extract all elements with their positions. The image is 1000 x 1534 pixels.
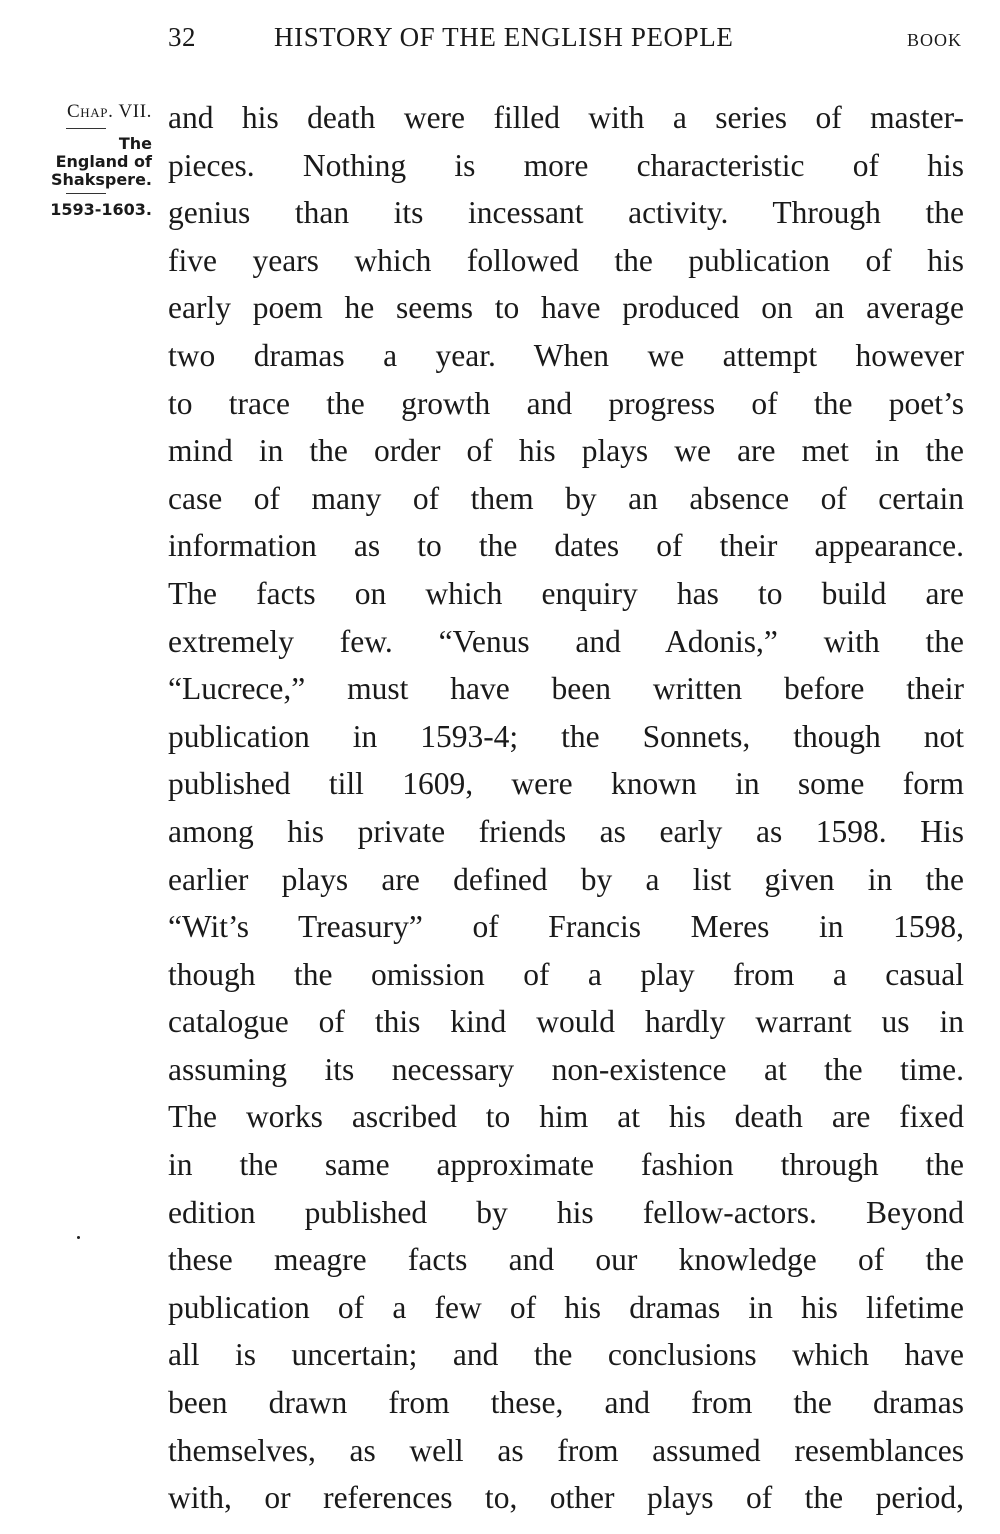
text-line: published till 1609, were known in some form bbox=[168, 766, 964, 802]
margin-rule bbox=[66, 128, 106, 129]
text-line: “Lucrece,” must have been written before their bbox=[168, 671, 964, 707]
margin-notes bbox=[14, 100, 154, 220]
text-line: catalogue of this kind would hardly warrant us in bbox=[168, 1004, 964, 1040]
running-book-label: BOOK bbox=[906, 30, 962, 50]
text-line: early poem he seems to have produced on an average bbox=[168, 290, 964, 326]
text-line: case of many of them by an absence of certain bbox=[168, 480, 964, 516]
text-line: five years which followed the publication of his bbox=[168, 242, 964, 278]
text-line: these meagre facts and our knowledge of the bbox=[168, 1242, 964, 1278]
body-text bbox=[168, 94, 964, 1522]
text-line: and his death were filled with a series of master- bbox=[168, 100, 964, 135]
text-line: publication in 1593-4; the Sonnets, though not bbox=[168, 718, 964, 754]
text-line: information as to the dates of their appearance. bbox=[168, 528, 964, 564]
text-line: genius than its incessant activity. Through the bbox=[168, 195, 964, 231]
text-line: publication of a few of his dramas in his lifetime bbox=[168, 1289, 964, 1325]
text-line: The works ascribed to him at his death are fixed bbox=[168, 1099, 964, 1135]
text-line: assuming its necessary non-existence at the time. bbox=[168, 1051, 964, 1087]
running-head bbox=[168, 22, 964, 62]
text-line: earlier plays are defined by a list given in the bbox=[168, 861, 964, 897]
text-line: though the omission of a play from a casual bbox=[168, 956, 964, 992]
text-line: pieces. Nothing is more characteristic of his bbox=[168, 147, 964, 183]
text-line: in the same approximate fashion through the bbox=[168, 1147, 964, 1183]
text-line: two dramas a year. When we attempt however bbox=[168, 337, 964, 373]
text-line: all is uncertain; and the conclusions which have bbox=[168, 1337, 964, 1373]
section-sidenote: The England of Shakspere. bbox=[51, 134, 152, 189]
running-title: HISTORY OF THE ENGLISH PEOPLE bbox=[274, 22, 734, 52]
ink-speck bbox=[77, 1236, 80, 1239]
text-line: edition published by his fellow-actors. Beyond bbox=[168, 1194, 964, 1230]
margin-rule bbox=[66, 193, 106, 194]
text-line: among his private friends as early as 1598. His bbox=[168, 813, 964, 849]
text-line: extremely few. “Venus and Adonis,” with the bbox=[168, 623, 964, 659]
text-line: been drawn from these, and from the dramas bbox=[168, 1385, 964, 1421]
text-line: with, or references to, other plays of the period, bbox=[168, 1480, 964, 1516]
text-line: “Wit’s Treasury” of Francis Meres in 1598, bbox=[168, 909, 964, 945]
page-number: 32 bbox=[168, 22, 196, 52]
text-line: themselves, as well as from assumed resemblances bbox=[168, 1432, 964, 1468]
text-line: mind in the order of his plays we are met in the bbox=[168, 433, 964, 469]
chapter-label: Chap. VII. bbox=[67, 101, 152, 122]
text-line: The facts on which enquiry has to build are bbox=[168, 575, 964, 611]
date-sidenote: 1593-1603. bbox=[50, 200, 152, 219]
text-line: to trace the growth and progress of the poet’s bbox=[168, 385, 964, 421]
